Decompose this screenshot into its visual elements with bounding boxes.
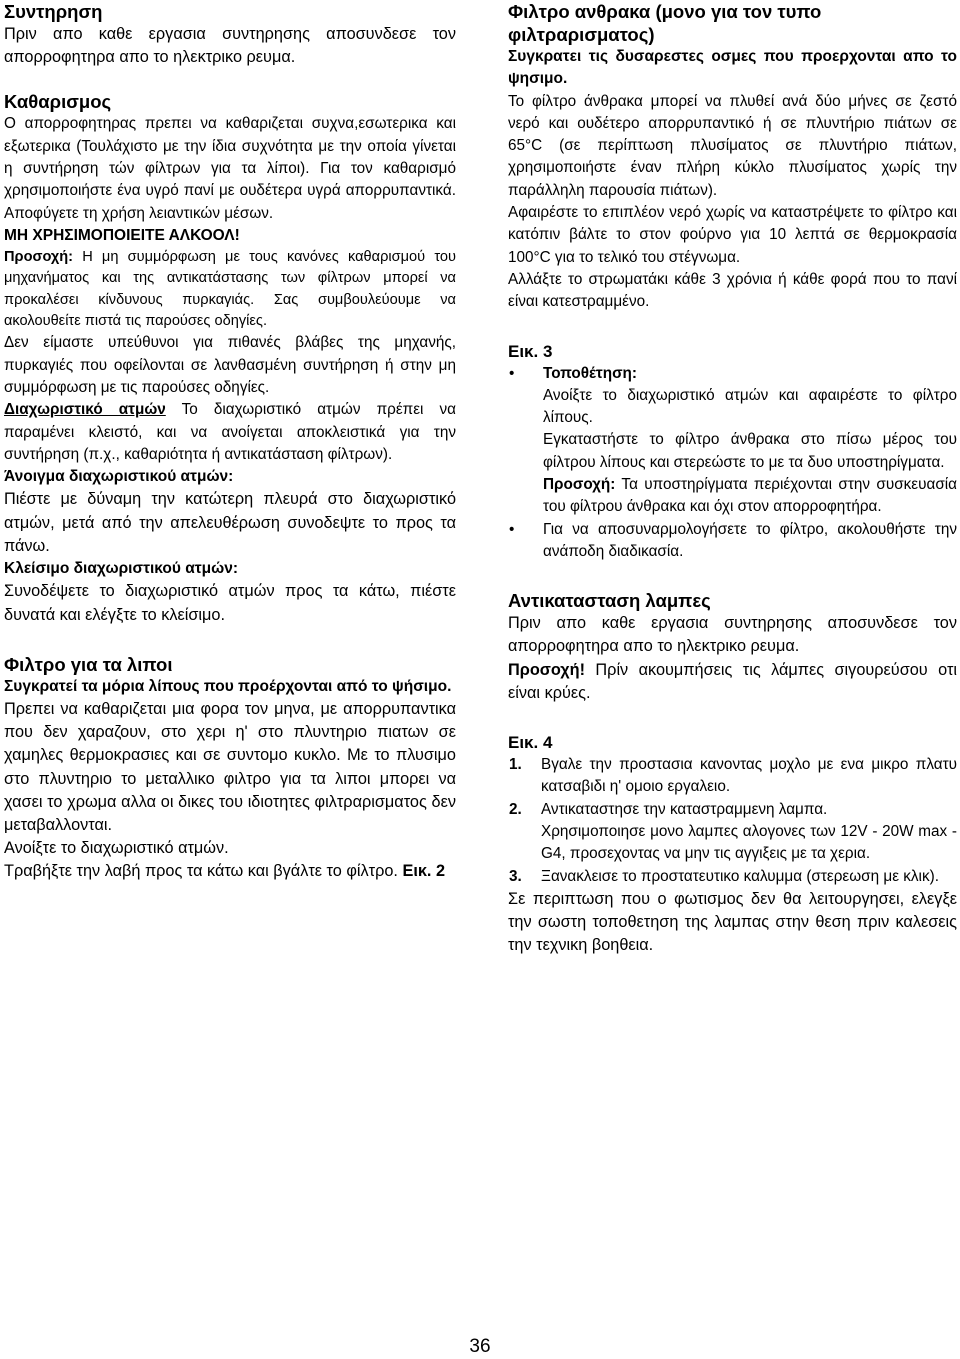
separator-label: Διαχωριστικό ατμών xyxy=(4,401,166,419)
separator-paragraph xyxy=(4,399,456,466)
malfunction-text: Σε περιπτωση που ο φωτισμος δεν θα λειτουργησει, ελεγξε την σωστη τοποθετηση της λαμπας στην θεση πριν καλεσεις την τεχνικη βοηθεια. xyxy=(508,889,957,955)
bullet-icon: • xyxy=(509,520,515,538)
step-text: Βγαλε την προστασια κανοντας μοχλο με ενα μικρο πλατυ κατσαβιδι η' ομοιο εργαλειο. xyxy=(541,756,957,796)
lamp-replacement-title: Αντικατασταση λαμπες xyxy=(508,590,711,612)
maintenance-text: Πριν απο καθε εργασια συντηρησης αποσυνδεσε τον απορροφητηρα απο το ηλεκτρικο ρευμα. xyxy=(4,25,456,67)
placement-text-b: Εγκαταστήστε το φίλτρο άνθρακα στο πίσω μέρος του φίλτρου λίπους και στερεώστε το με τα δυο υποστηρίγματα. xyxy=(543,431,957,471)
step-text: Αντικαταστησε την καταστραμμενη λαμπα. xyxy=(541,800,828,818)
open-separator-label: Άνοιγμα διαχωριστικού ατμών: xyxy=(4,468,234,486)
fig3-bullet-list xyxy=(508,363,957,564)
liability-text: Δεν είμαστε υπεύθυνοι για πιθανές βλάβες της μηχανής, πυρκαγιές που οφείλονται σε λανθασμένη συντήρηση ή στην μη συμμόρφωση με τις παρούσες οδηγίες. xyxy=(4,334,456,396)
lamp-replacement-text: Πριν απο καθε εργασια συντηρησης αποσυνδεσε τον απορροφητηρα απο το ηλεκτρικο ρευμα. xyxy=(508,614,957,656)
step-text: Ξανακλεισε το προστατευτικο καλυμμα (στερεωση με κλικ). xyxy=(541,867,939,885)
step-number: 3. xyxy=(509,867,522,885)
cleaning-text: Ο απορροφητηρας πρεπει να καθαριζεται συχνα,εσωτερικα και εξωτερικα (Τουλάχιστο με την ίδια συχνότητα με την οποία γίνεται η συντήρηση τών φίλτρων για τα λίποι). Για τον καθαρισμό χρησιμοποιήστε ένα υγρό πανί με ουδέτερα υγρά απορρυπαντικά. Αποφύγετε τη χρήση λειαντικών μέσων. xyxy=(4,115,456,222)
grease-filter-title: Φιλτρο για τα λιποι xyxy=(4,653,173,675)
step-number: 2. xyxy=(509,800,522,818)
close-separator-label: Κλείσιμο διαχωριστικού ατμών: xyxy=(4,560,239,578)
pull-handle-step xyxy=(4,860,456,883)
cleaning-title: Καθαρισμος xyxy=(4,91,112,113)
list-item xyxy=(508,799,957,866)
fig4-title: Εικ. 4 xyxy=(508,733,553,753)
list-item xyxy=(508,754,957,799)
step-text-detail: Χρησιμοποιησε μονο λαμπες αλογονες των 12V - 20W max - G4, προσεχοντας να μην τις αγγιξεις με τα χερια. xyxy=(541,822,957,863)
disassembly-text: Για να αποσυναρμολογήσετε το φίλτρο, ακολουθήστε την ανάποδη διαδικασία. xyxy=(543,520,957,560)
pull-handle-text: Τραβήξτε την λαβή προς τα κάτω και βγάλτε το φίλτρο. xyxy=(4,862,403,881)
caution-label: Προσοχή: xyxy=(4,249,74,266)
carbon-filter-title: Φιλτρο ανθρακα (μονο για τον τυπο φιλτραρισματος) xyxy=(508,1,822,45)
right-column xyxy=(508,0,957,957)
caution-text: Η μη συμμόρφωση με τους κανόνες καθαρισμού του μηχανήματος και της αντικατάστασης των φίλτρων μπορεί να προκαλέσει κίνδυνους πυρκαγιάς. Σας συμβουλεύουμε να ακολουθείτε πιστά τις παρούσες οδηγίες. xyxy=(4,249,456,330)
fig3-title: Εικ. 3 xyxy=(508,341,553,361)
carbon-filter-text-3: Αλλάξτε το στρωματάκι κάθε 3 χρόνια ή κάθε φορά που το πανί είναι κατεστραμμένο. xyxy=(508,270,957,311)
close-separator-text: Συνοδέψετε το διαχωριστικό ατμών προς τα κάτω, πιέστε δυνατά και ελέγξτε το κλείσιμο. xyxy=(4,582,456,624)
list-item xyxy=(508,866,957,888)
lamp-steps-list xyxy=(508,754,957,888)
lamp-caution-label: Προσοχή! xyxy=(508,660,586,679)
left-column xyxy=(4,0,456,884)
placement-caution-label: Προσοχή: xyxy=(543,476,616,494)
grease-filter-subtitle: Συγκρατεί τα μόρια λίπους που προέρχονται από το ψήσιμο. xyxy=(4,677,452,695)
carbon-filter-text-1: Το φίλτρο άνθρακα μπορεί να πλυθεί ανά δύο μήνες σε ζεστό νερό και ουδέτερο απορρυπαντικό ή σε πλυντήριο πιάτων σε 65°C (σε περίπτωση πλυσίματος σε πλυντήριο πιάτων, χρησιμοποιήστε έναν πλήρη κύκλο πλυσίματος χωρίς την παράλληλη παρουσία πιάτων). xyxy=(508,92,957,199)
placement-caution-text: Τα υποστηρίγματα περιέχονται στην συσκευασία του φίλτρου άνθρακα και όχι στον απορροφητήρα. xyxy=(543,476,957,516)
list-item xyxy=(508,363,957,519)
page-number: 36 xyxy=(469,1336,491,1357)
lamp-caution xyxy=(508,659,957,705)
placement-caution xyxy=(543,474,957,519)
bullet-icon: • xyxy=(509,364,515,382)
lamp-caution-text: Πρίν ακουμπήσεις τις λάμπες σιγουρεύσου οτι είναι κρύες. xyxy=(508,660,957,702)
fig2-reference: Εικ. 2 xyxy=(402,862,446,881)
list-item xyxy=(508,519,957,564)
maintenance-title: Συντηρηση xyxy=(4,1,103,22)
step-number: 1. xyxy=(509,756,522,774)
placement-label: Τοποθέτηση: xyxy=(543,364,637,382)
no-alcohol-warning: ΜΗ ΧΡΗΣΙΜΟΠΟΙΕΙΤΕ ΑΛΚΟΟΛ! xyxy=(4,226,240,244)
carbon-filter-subtitle: Συγκρατει τις δυσαρεστες οσμες που προερχονται απο το ψησιμο. xyxy=(508,48,957,88)
placement-text-a: Ανοίξτε το διαχωριστικό ατμών και αφαιρέστε το φίλτρο λίπους. xyxy=(543,386,957,427)
separator-text: Το διαχωριστικό ατμών πρέπει να παραμένει κλειστό, και να ανοίγεται αποκλειστικά για την συντήρηση (π.χ., καθαριότητα ή αντικατάσταση φίλτρων). xyxy=(4,401,456,463)
open-separator-step: Ανοίξτε το διαχωριστικό ατμών. xyxy=(4,839,229,858)
grease-filter-text: Πρεπει να καθαριζεται μια φορα τον μηνα, με απορρυπαντικα που δεν χαραζουν, στο χερι η' στο πλυντηριο πιατων σε χαμηλες θερμοκρασιες και σε συντομο κυκλο. Με το πλυσιμο στο πλυντηριο το μεταλλικο φιλτρο για τα λιποι μπορει να χασει το χρωμα αλλα οι δικες του ιδιοτητες φιλτραρισματος δεν μεταβαλλονται. xyxy=(4,700,456,835)
caution-paragraph xyxy=(4,247,456,332)
open-separator-text: Πιέστε με δύναμη την κατώτερη πλευρά στο διαχωριστικό ατμών, μετά από την απελευθέρωση συνοδεψτε το προς τα πάνω. xyxy=(4,490,456,555)
carbon-filter-text-2: Αφαιρέστε το επιπλέον νερό χωρίς να καταστρέψετε το φίλτρο και κατόπιν βάλτε το στον φούρνο για 10 λεπτά σε θερμοκρασία 100°C για το τελικό του στέγνωμα. xyxy=(508,204,957,266)
